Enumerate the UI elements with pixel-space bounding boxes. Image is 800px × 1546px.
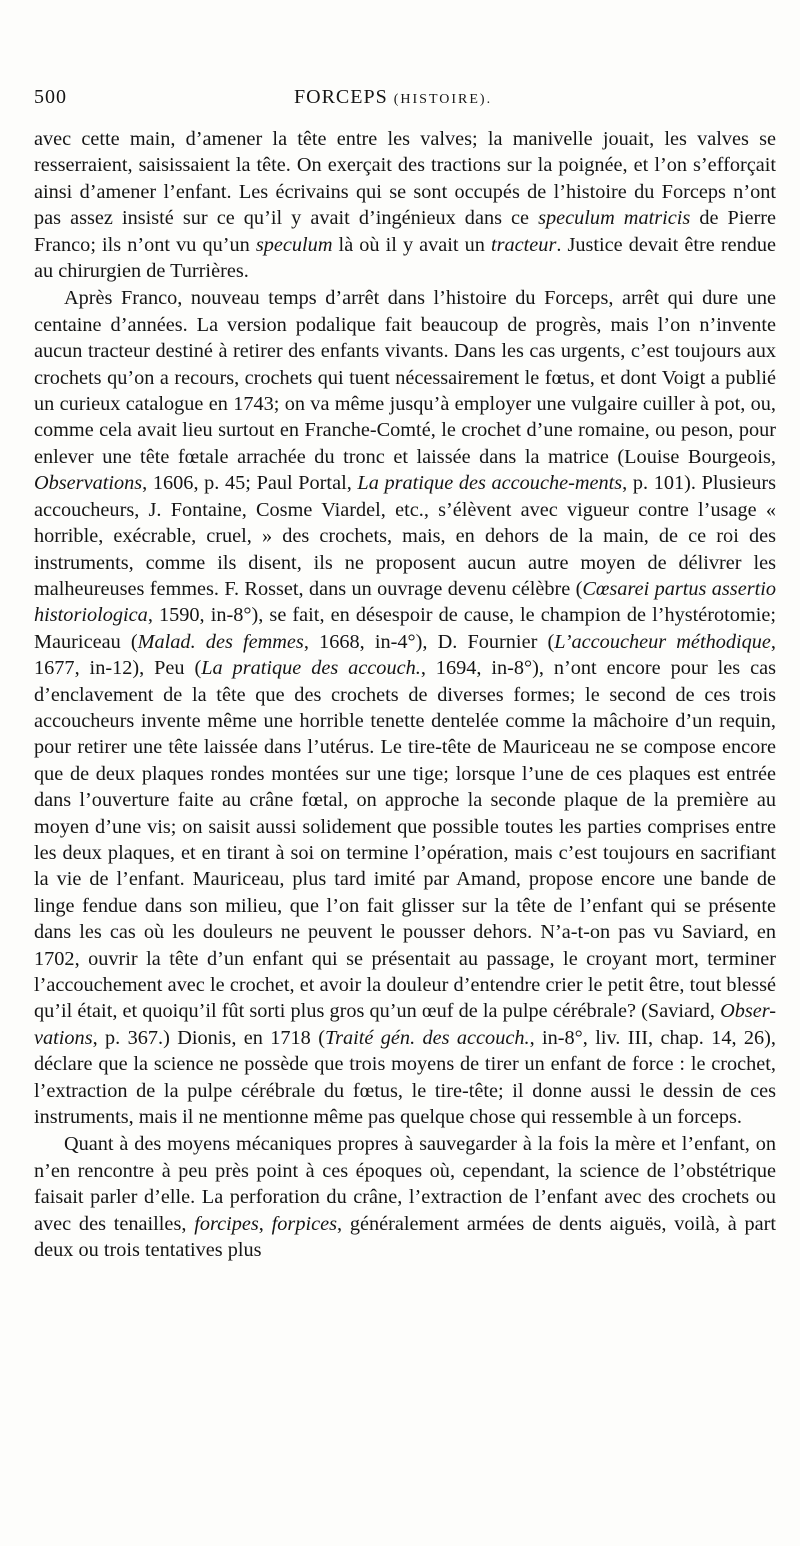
italic-text: Cœsarei partus assertio historiologica xyxy=(34,577,777,627)
text-run: , 1606, p. 45; Paul Portal, xyxy=(142,472,358,495)
running-header xyxy=(34,86,774,116)
italic-text: forpices xyxy=(271,1212,337,1235)
header-subtitle: (HISTOIRE). xyxy=(393,92,493,107)
text-run: Quant à des moyens mécaniques propres à sauvegarder à la fois la mère et l’enfant, on n’en rencontre à peu près point à ces époques où, cependant, la science de l’obstétrique faisait parler d’elle. La perforation du crâne, l’extraction de l’enfant avec des crochets ou avec des tenailles, xyxy=(34,1133,776,1235)
text-run: , 1677, in-12), Peu ( xyxy=(34,630,776,680)
text-run: Après Franco, nouveau temps d’arrêt dans l’histoire du Forceps, arrêt qui dure une centaine d’années. La version podalique fait beaucoup de progrès, mais l’on n’invente aucun tracteur destiné à retirer des enfants vivants. Dans les cas urgents, c’est toujours aux crochets qu’on a recours, crochets qui tuent nécessairement le fœtus, et dont Voigt a publié un curieux catalogue en 1743; on va même jusqu’à employer une vulgaire cuiller à pot, ou, comme cela avait lieu surtout en Franche-Comté, le crochet d’une romaine, ou peson, pour enlever une tête fœtale arrachée du tronc et laissée dans la matrice (Louise Bourgeois, xyxy=(34,287,776,468)
italic-text: speculum xyxy=(255,233,333,256)
text-run: , in-8°, liv. III, chap. 14, 26), déclare que la science ne possède que trois moyens de tirer un enfant de force : le crochet, l’extraction de la pulpe cérébrale du fœtus, le tire-tête; il donne aussi le dessin de ces instruments, mais il ne mentionne même pas quelque chose qui ressemble à un forceps. xyxy=(34,1026,776,1129)
italic-text: forcipes xyxy=(194,1212,259,1235)
italic-text: speculum matricis xyxy=(538,207,691,230)
italic-text: Malad. des femmes xyxy=(137,630,304,653)
text-run: de Pierre Franco; ils n’ont vu qu’un xyxy=(34,207,776,256)
italic-text: La pratique des accouche-ments xyxy=(357,472,623,495)
text-run: , p. 367.) Dionis, en 1718 ( xyxy=(92,1026,325,1049)
text-run: . Justice devait être rendue au chirurgien de Turrières. xyxy=(34,233,777,283)
italic-text: Observations xyxy=(34,472,143,495)
paragraph xyxy=(34,126,776,284)
text-run: , p. 101). Plusieurs accoucheurs, J. Fontaine, Cosme Viardel, etc., s’élèvent avec vigueur contre l’usage « horrible, exécrable, cruel, » des crochets, mais, en dehors de la main, de ce roi des instruments, comme ils disent, ils ne proposent aucun autre moyen de délivrer les malheureuses femmes. F. Rosset, dans un ouvrage devenu célèbre ( xyxy=(34,472,776,600)
running-title xyxy=(294,86,492,109)
header-title: FORCEPS xyxy=(294,86,388,108)
italic-text: Obser-vations xyxy=(34,1000,776,1049)
italic-text: L’accoucheur méthodique xyxy=(554,630,771,653)
text-run: là où il y avait un xyxy=(332,233,491,256)
paragraph xyxy=(34,285,776,1130)
italic-text: Traité gén. des accouch. xyxy=(324,1026,530,1049)
text-run: , 1590, in-8°), se fait, en désespoir de cause, le champion de l’hystérotomie; Mauriceau ( xyxy=(34,604,776,653)
page-number: 500 xyxy=(34,86,67,108)
text-run: , généralement armées de dents aiguës, voilà, à part deux ou trois tentatives plus xyxy=(34,1212,777,1262)
text-run: , xyxy=(258,1212,272,1235)
italic-text: La pratique des accouch. xyxy=(201,657,421,680)
body-text xyxy=(34,126,776,1263)
italic-text: tracteur xyxy=(491,233,557,256)
text-run: avec cette main, d’amener la tête entre les valves; la manivelle jouait, les valves se resserraient, saisissaient la tête. On exerçait des tractions sur la poignée, et l’on s’efforçait ainsi d’amener l’enfant. Les écrivains qui se sont occupés de l’histoire du Forceps n’ont pas assez insisté sur ce qu’il y avait d’ingénieux dans ce xyxy=(34,128,776,230)
paragraph xyxy=(34,1131,776,1263)
text-run: , 1694, in-8°), n’ont encore pour les cas d’enclavement de la tête que des crochets de diverses formes; le second de ces trois accoucheurs invente même une horrible tenette dentelée comme la mâchoire d’un requin, pour retirer une tête laissée dans l’utérus. Le tire-tête de Mauriceau ne se compose encore que de deux plaques rondes montées sur une tige; lorsque l’une de ces plaques est entrée dans l’ouverture faite au crâne fœtal, on approche la seconde plaque de la première au moyen d’une vis; on saisit aussi solidement que possible toutes les parties comprises entre les deux plaques, et en tirant à soi on termine l’opération, mais c’est toujours en sacrifiant la vie de l’enfant. Mauriceau, plus tard imité par Amand, propose encore une bande de linge fendue dans son milieu, que l’on fait glisser sur la tête de l’enfant qui se présente dans les cas où les douleurs ne peuvent le pousser dehors. N’a-t-on pas vu Saviard, en 1702, ouvrir la tête d’un enfant qui se présentait au passage, le croyant mort, terminer l’accouchement avec le crochet, et avoir la douleur d’entendre crier le petit être, tout blessé qu’il était, et quoiqu’il fût sorti plus gros qu’un œuf de la pulpe cérébrale? (Saviard, xyxy=(34,657,777,1023)
text-run: , 1668, in-4°), D. Fournier ( xyxy=(303,630,555,653)
